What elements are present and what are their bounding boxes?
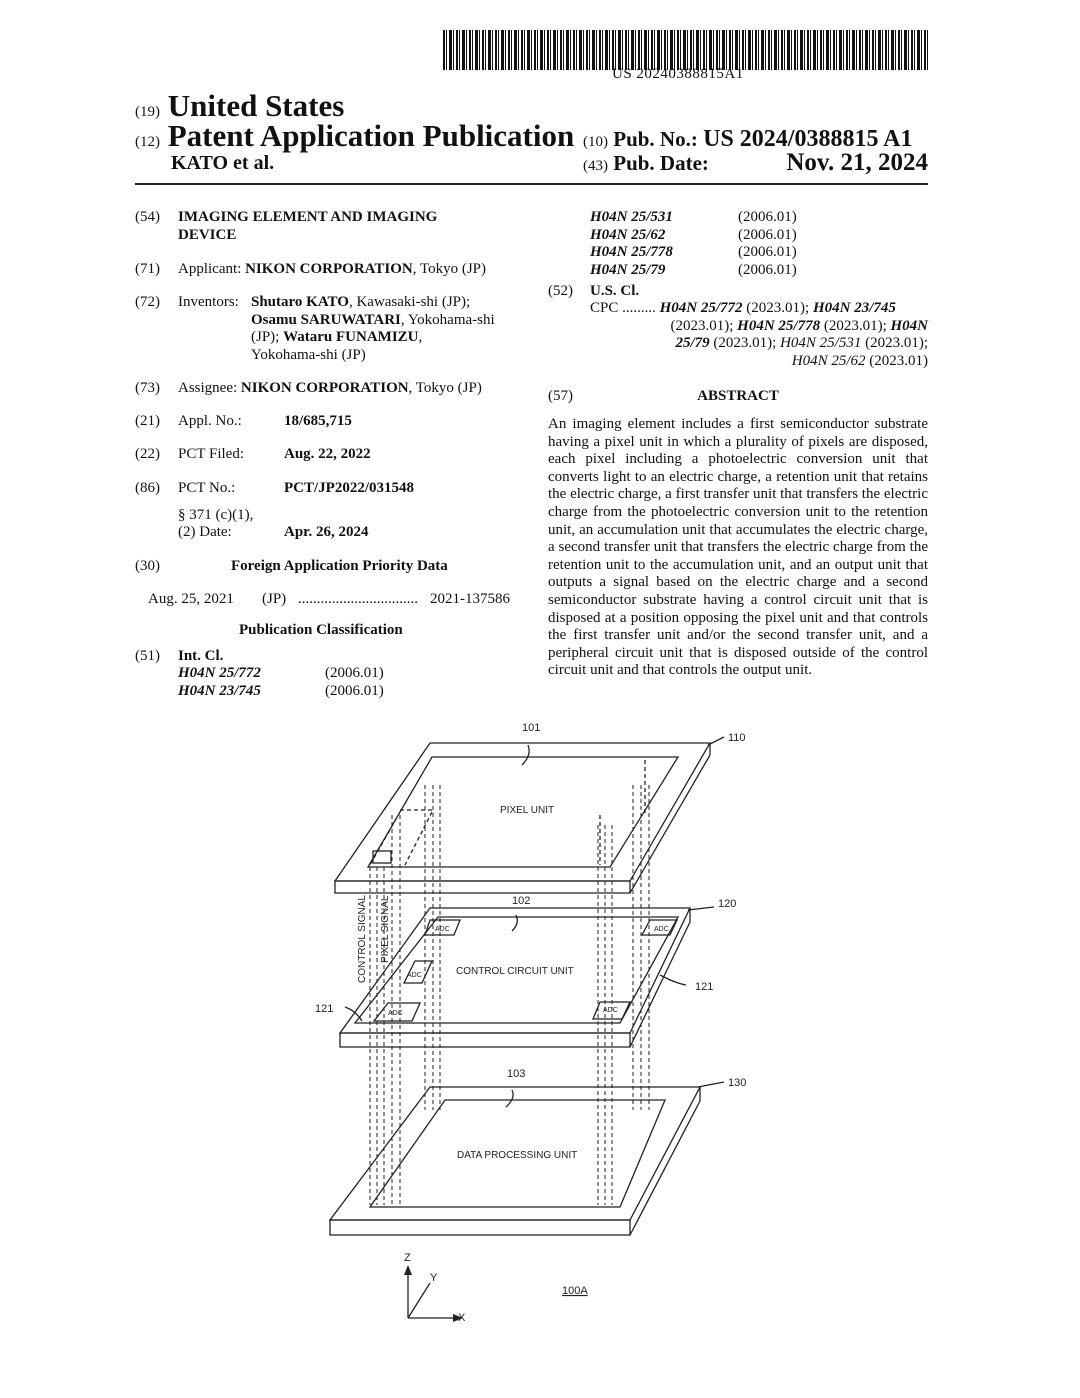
s371-line-2: (2) Date: (178, 524, 232, 540)
adc-label: ADC (435, 926, 450, 933)
cpc-ver: (2023.01); (709, 335, 781, 351)
code-51: (51) (135, 648, 160, 664)
appl-label: Appl. No.: (178, 413, 242, 429)
inv2-name: Osamu SARUWATARI (251, 312, 401, 328)
code-22: (22) (135, 446, 160, 462)
pct-filed-label: PCT Filed: (178, 446, 244, 462)
intcl-code: H04N 25/62 (590, 227, 666, 243)
uscl-label: U.S. Cl. (590, 283, 640, 299)
barcode (443, 30, 929, 70)
inventor-3 (251, 329, 422, 347)
pub-type-text: Patent Application Publication (167, 118, 575, 153)
cpc-code: H04N 23/745 (812, 300, 896, 316)
title-line-2: DEVICE (178, 227, 237, 243)
applicant-name: NIKON CORPORATION (245, 261, 413, 277)
code-19: (19) (135, 104, 160, 120)
axis-x: X (458, 1312, 466, 1324)
pixel-signal-label: PIXEL SIGNAL (380, 895, 391, 963)
applicant-location: , Tokyo (JP) (412, 261, 486, 277)
code-30: (30) (135, 558, 160, 574)
inv3-pre: (JP); (251, 329, 284, 345)
priority-date: Aug. 25, 2021 (148, 591, 234, 607)
assignee-location: , Tokyo (JP) (408, 380, 482, 396)
inv1-loc: , Kawasaki-shi (JP); (348, 294, 471, 310)
intcl-version: (2006.01) (325, 665, 384, 681)
s371-line-1: § 371 (c)(1), (178, 507, 254, 523)
inventor-2 (251, 312, 495, 330)
pub-date (583, 151, 928, 176)
control-signal-label: CONTROL SIGNAL (357, 895, 368, 983)
cpc-ver: (2023.01); (742, 300, 813, 316)
inv3-city: Yokohama-shi (JP) (251, 347, 366, 363)
data-layer (330, 1087, 700, 1235)
adc-label: ADC (388, 1010, 403, 1017)
code-71: (71) (135, 261, 160, 277)
code-12: (12) (135, 134, 160, 150)
pub-date-value: Nov. 21, 2024 (786, 149, 928, 176)
assignee-name: NIKON CORPORATION (240, 380, 409, 396)
title-line-1: IMAGING ELEMENT AND IMAGING (178, 209, 438, 225)
intcl-version: (2006.01) (738, 244, 797, 260)
ref-120: 120 (718, 898, 737, 910)
pct-no-label: PCT No.: (178, 480, 236, 496)
ref-110: 110 (728, 732, 746, 744)
cpc-line-4 (792, 353, 928, 371)
intcl-label: Int. Cl. (178, 648, 224, 664)
intcl-code: H04N 23/745 (178, 683, 261, 699)
assignee (178, 380, 482, 398)
cpc-line-2 (670, 318, 928, 336)
publication-type (135, 118, 574, 154)
pct-no: PCT/JP2022/031548 (284, 480, 414, 496)
code-10: (10) (583, 134, 608, 150)
code-86: (86) (135, 480, 160, 496)
ref-102: 102 (512, 895, 531, 907)
ref-130: 130 (728, 1077, 747, 1089)
code-57: (57) (548, 388, 573, 404)
pub-no-label: Pub. No.: (613, 127, 698, 151)
ref-121-left: 121 (315, 1003, 334, 1015)
intcl-code: H04N 25/778 (590, 244, 673, 260)
figure-label: 100A (562, 1285, 588, 1297)
abstract-text: An imaging element includes a first semiconductor substrate having a pixel unit in which a plurality of pixels are disposed, each pixel including a photoelectric conversion unit that converts light to an electric charge, a retention unit that retains the electric charge, a first transfer unit that transfers the electric charge from the photoelectric conversion unit to the retention unit, an accumulation unit that accumulates the electric charge, a second transfer unit that transfers the electric charge from the retention unit to the accumulation unit, and an output unit that outputs a signal based on the electric charge and a second semiconductor substrate having a control circuit unit that is disposed at a position opposing the pixel unit and that controls the first transfer unit and/or the second transfer unit, and a peripheral circuit unit that is disposed outside of the control circuit unit and that controls the output unit. (548, 416, 928, 679)
cpc-line-1 (590, 300, 928, 318)
header-rule (135, 183, 928, 185)
intcl-version: (2006.01) (738, 227, 797, 243)
cpc-code: H04N 25/62 (791, 353, 866, 369)
barcode-number: US 20240388815A1 (612, 66, 744, 82)
cpc-code: 25/79 (675, 335, 710, 351)
figure-diagram (300, 715, 780, 1324)
inventor-short: KATO et al. (171, 152, 275, 174)
ref-101: 101 (522, 722, 541, 734)
adc-label: ADC (654, 926, 669, 933)
intcl-version: (2006.01) (325, 683, 384, 699)
inv3-loc: , (418, 329, 423, 345)
intcl-code: H04N 25/79 (590, 262, 666, 278)
abstract-title: ABSTRACT (697, 388, 779, 404)
appl-no: 18/685,715 (284, 413, 352, 429)
cpc-ver: (2023.01) (865, 353, 928, 369)
priority-country: (JP) (262, 591, 287, 607)
pub-class-title: Publication Classification (239, 622, 403, 638)
applicant (178, 261, 486, 279)
adc-label: ADC (603, 1007, 618, 1014)
pct-filed-date: Aug. 22, 2022 (284, 446, 371, 462)
country: United States (167, 88, 345, 123)
axis-y: Y (430, 1272, 438, 1284)
cpc-code: H04N (890, 318, 928, 334)
cpc-line-3 (675, 335, 928, 353)
pixel-layer (335, 743, 710, 893)
intcl-version: (2006.01) (738, 209, 797, 225)
code-52: (52) (548, 283, 573, 299)
pub-no-value: US 2024/0388815 A1 (703, 126, 913, 152)
cpc-ver: (2023.01); (670, 318, 738, 334)
code-43: (43) (583, 158, 608, 174)
priority-number: 2021-137586 (430, 591, 510, 607)
cpc-ver: (2023.01); (820, 318, 891, 334)
control-unit-label: CONTROL CIRCUIT UNIT (456, 966, 574, 977)
data-unit-label: DATA PROCESSING UNIT (457, 1150, 578, 1161)
inventors-label: Inventors: (178, 294, 239, 310)
s371-date: Apr. 26, 2024 (284, 524, 369, 540)
intcl-code: H04N 25/531 (590, 209, 673, 225)
cpc-code: H04N 25/531 (780, 335, 862, 351)
intcl-code: H04N 25/772 (178, 665, 261, 681)
pub-date-label: Pub. Date: (613, 151, 709, 175)
inv3-name: Wataru FUNAMIZU (283, 329, 419, 345)
inv1-name: Shutaro KATO (251, 294, 349, 310)
code-54: (54) (135, 209, 160, 225)
code-73: (73) (135, 380, 160, 396)
ref-103: 103 (507, 1068, 526, 1080)
intcl-version: (2006.01) (738, 262, 797, 278)
priority-dots: ................................ (298, 591, 418, 607)
cpc-label: CPC ......... (590, 300, 656, 316)
code-21: (21) (135, 413, 160, 429)
applicant-label: Applicant: (178, 261, 242, 277)
cpc-code: H04N 25/772 (659, 300, 743, 316)
adc-label: ADC (407, 972, 422, 979)
pixel-unit-label: PIXEL UNIT (500, 805, 555, 816)
cpc-ver: (2023.01); (861, 335, 928, 351)
cpc-code: H04N 25/778 (737, 318, 821, 334)
inv2-loc: , Yokohama-shi (400, 312, 495, 328)
code-72: (72) (135, 294, 160, 310)
inventor-1 (251, 294, 470, 312)
ref-121-right: 121 (695, 981, 714, 993)
assignee-label: Assignee: (178, 380, 238, 396)
axis-z: Z (404, 1252, 411, 1264)
foreign-priority-title: Foreign Application Priority Data (231, 558, 448, 574)
